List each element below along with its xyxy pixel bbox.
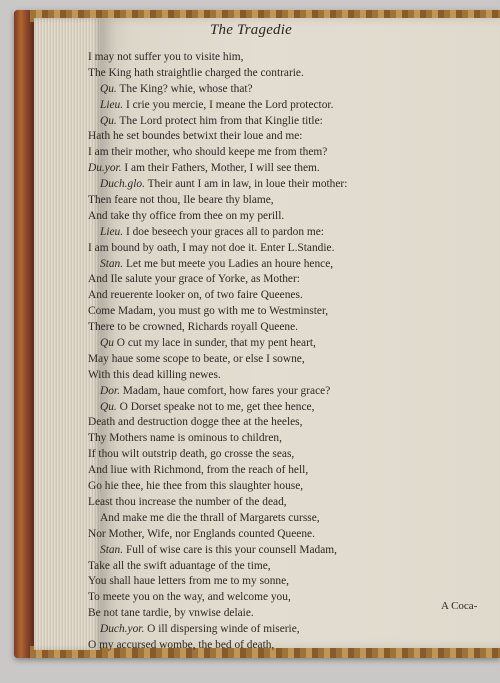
line-text: If thou wilt outstrip death, go crosse the seas,: [88, 448, 295, 461]
line-text: Go hie thee, hie thee from this slaughter house,: [88, 480, 304, 493]
text-line: [88, 225, 478, 241]
line-text: O Dorset speake not to me, get thee hence,: [116, 400, 315, 413]
line-text: Their aunt I am in law, in loue their mother:: [144, 178, 348, 191]
line-text: I am bound by oath, I may not doe it. Enter L.Standie.: [88, 241, 335, 254]
line-text: You shall haue letters from me to my sonne,: [88, 575, 289, 588]
speaker-label: Lieu.: [100, 225, 124, 238]
line-text: Nor Mother, Wife, nor Englands counted Queene.: [88, 527, 315, 540]
text-line: [88, 479, 478, 495]
line-text: The King? whie, whose that?: [116, 82, 253, 95]
line-text: And reuerente looker on, of two faire Queenes.: [88, 289, 303, 302]
catchword: A Coca-: [441, 600, 478, 612]
text-line: [88, 574, 478, 590]
text-line: [88, 511, 478, 527]
text-line: [88, 177, 478, 193]
line-text: And make me die the thrall of Margarets cursse,: [100, 511, 320, 524]
text-line: [88, 400, 478, 416]
text-line: [88, 304, 478, 320]
text-line: [88, 543, 478, 559]
line-text: Let me but meete you Ladies an houre hence,: [123, 257, 334, 270]
text-line: [88, 622, 478, 638]
text-line: [88, 50, 478, 66]
text-line: [88, 495, 478, 511]
line-text: Death and destruction dogge thee at the heeles,: [88, 416, 303, 429]
text-line: [88, 336, 478, 352]
line-text: May haue some scope to beate, or else I sowne,: [88, 352, 305, 365]
line-text: Least thou increase the number of the dead,: [88, 495, 287, 508]
text-line: [88, 606, 478, 622]
text-line: [88, 590, 478, 606]
speaker-label: Lieu.: [100, 98, 124, 111]
line-text: Madam, haue comfort, how fares your grace?: [119, 384, 331, 397]
text-line: [88, 352, 478, 368]
line-text: Full of wise care is this your counsell Madam,: [123, 543, 337, 556]
speaker-label: Stan.: [100, 257, 124, 270]
running-head: The Tragedie: [210, 22, 292, 38]
line-text: With this dead killing newes.: [88, 368, 221, 381]
line-text: O my accursed wombe, the bed of death,: [88, 638, 275, 651]
line-text: And Ile salute your grace of Yorke, as Mother:: [88, 273, 300, 286]
line-text: O ill dispersing winde of miserie,: [144, 623, 300, 636]
speaker-label: Stan.: [100, 543, 124, 556]
text-line: [88, 368, 478, 384]
line-text: I am their Fathers, Mother, I will see them.: [121, 162, 320, 175]
text-line: [88, 145, 478, 161]
line-text: The Lord protect him from that Kinglie title:: [116, 114, 323, 127]
text-line: [88, 447, 478, 463]
speaker-label: Dor.: [100, 384, 120, 397]
line-text: Then feare not thou, Ile beare thy blame,: [88, 194, 274, 207]
line-text: O cut my lace in sunder, that my pent heart,: [113, 337, 316, 350]
line-text: There to be crowned, Richards royall Queene.: [88, 321, 299, 334]
speaker-label: Qu: [100, 337, 114, 350]
line-text: I may not suffer you to visite him,: [88, 51, 244, 63]
line-text: Come Madam, you must go with me to Westminster,: [88, 305, 329, 318]
line-text: And take thy office from thee on my perill.: [88, 209, 285, 222]
book-cover-edge: [14, 10, 34, 658]
line-text: To meete you on the way, and welcome you,: [88, 591, 291, 604]
text-line: [88, 384, 478, 400]
speaker-label: Du.yor.: [88, 162, 122, 175]
line-text: Thy Mothers name is ominous to children,: [88, 432, 282, 445]
text-line: [88, 559, 478, 575]
text-line: [88, 463, 478, 479]
line-text: I am their mother, who should keepe me from them?: [88, 146, 328, 159]
speaker-label: Qu.: [100, 114, 117, 127]
text-line: [88, 209, 478, 225]
text-line: [88, 114, 478, 130]
text-line: [88, 431, 478, 447]
text-line: [88, 638, 478, 654]
text-line: [88, 161, 478, 177]
text-line: [88, 98, 478, 114]
line-text: Take all the swift aduantage of the time,: [88, 559, 271, 572]
text-line: [88, 415, 478, 431]
speaker-label: Qu.: [100, 400, 117, 413]
text-line: [88, 527, 478, 543]
text-line: [88, 241, 478, 257]
speaker-label: Qu.: [100, 82, 117, 95]
text-line: [88, 288, 478, 304]
line-text: I doe beseech your graces all to pardon me:: [123, 225, 324, 238]
line-text: I crie you mercie, I meane the Lord protector.: [123, 98, 334, 111]
line-text: Hath he set boundes betwixt their loue and me:: [88, 130, 303, 143]
text-line: [88, 272, 478, 288]
text-line: [88, 129, 478, 145]
line-text: The King hath straightlie charged the contrarie.: [88, 66, 304, 79]
speaker-label: Duch.glo.: [100, 178, 145, 191]
text-line: [88, 257, 478, 273]
line-text: And liue with Richmond, from the reach of hell,: [88, 464, 309, 477]
line-text: Be not tane tardie, by vnwise delaie.: [88, 607, 254, 620]
text-line: [88, 66, 478, 82]
text-line: [88, 193, 478, 209]
speaker-label: Duch.yor.: [100, 623, 145, 636]
page-text: [88, 50, 478, 654]
text-line: [88, 82, 478, 98]
text-line: [88, 320, 478, 336]
